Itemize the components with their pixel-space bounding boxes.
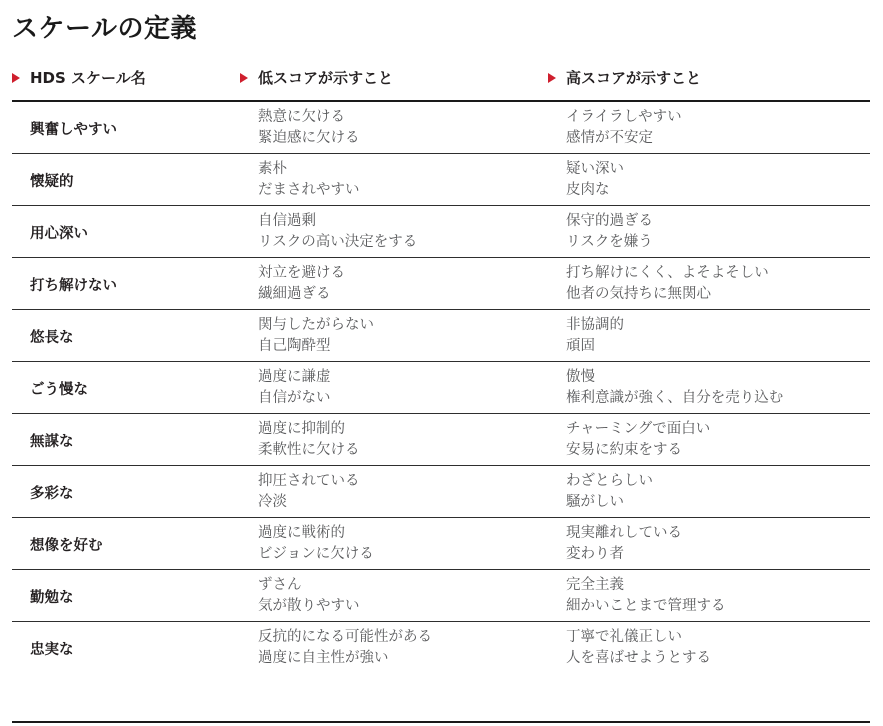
low-score-line-1: 関与したがらない — [258, 317, 374, 333]
low-score-line-1: 熱意に欠ける — [258, 109, 345, 125]
scale-name-cell: 懐疑的 — [30, 173, 74, 190]
red-triangle-icon — [12, 73, 20, 83]
table-row — [12, 518, 870, 570]
red-triangle-icon — [240, 73, 248, 83]
high-score-cell — [548, 159, 870, 201]
header-scale-name-label: HDS スケール名 — [30, 69, 146, 87]
high-score-cell — [548, 263, 870, 305]
low-score-line-1: 過度に抑制的 — [258, 421, 345, 437]
header-high-score-label: 高スコアが示すこと — [566, 69, 702, 87]
high-score-line-2: 人を喜ばせようとする — [566, 650, 711, 666]
high-score-cell — [548, 471, 870, 513]
low-score-cell — [240, 471, 548, 513]
low-score-line-2: 自己陶酔型 — [258, 338, 331, 354]
low-score-cell — [240, 211, 548, 253]
high-score-line-2: 変わり者 — [566, 546, 624, 562]
scale-name-cell: 用心深い — [30, 225, 88, 242]
low-score-line-1: 過度に戦術的 — [258, 525, 345, 541]
high-score-line-1: わざとらしい — [566, 473, 653, 489]
header-low-score — [240, 67, 548, 88]
scale-definition-table — [12, 67, 870, 723]
low-score-line-1: 抑圧されている — [258, 473, 360, 489]
table-row — [12, 310, 870, 362]
low-score-line-1: 素朴 — [258, 161, 287, 177]
high-score-line-1: 丁寧で礼儀正しい — [566, 629, 682, 645]
table-row — [12, 258, 870, 310]
low-score-line-2: リスクの高い決定をする — [258, 234, 418, 250]
low-score-cell — [240, 107, 548, 149]
low-score-line-2: ビジョンに欠ける — [258, 546, 374, 562]
low-score-line-2: 冷淡 — [258, 494, 287, 510]
scale-name-cell: 無謀な — [30, 433, 74, 450]
high-score-line-2: 他者の気持ちに無関心 — [566, 286, 711, 302]
scale-name-cell: 忠実な — [30, 641, 74, 658]
high-score-cell — [548, 419, 870, 461]
low-score-cell — [240, 367, 548, 409]
high-score-cell — [548, 367, 870, 409]
high-score-line-2: 細かいことまで管理する — [566, 598, 726, 614]
red-triangle-icon — [548, 73, 556, 83]
low-score-line-1: 反抗的になる可能性がある — [258, 629, 432, 645]
table-row — [12, 622, 870, 721]
low-score-line-1: 過度に謙虚 — [258, 369, 331, 385]
table-row — [12, 206, 870, 258]
low-score-cell — [240, 575, 548, 617]
scale-name-cell: 勤勉な — [30, 589, 74, 606]
high-score-line-2: 安易に約束をする — [566, 442, 682, 458]
high-score-cell — [548, 315, 870, 357]
low-score-line-1: 対立を避ける — [258, 265, 345, 281]
table-row — [12, 466, 870, 518]
high-score-cell — [548, 575, 870, 617]
high-score-line-1: 保守的過ぎる — [566, 213, 653, 229]
table-row — [12, 362, 870, 414]
low-score-cell — [240, 159, 548, 201]
high-score-line-2: 皮肉な — [566, 182, 610, 198]
high-score-line-1: 非協調的 — [566, 317, 624, 333]
high-score-line-1: チャーミングで面白い — [566, 421, 711, 437]
table-row — [12, 570, 870, 622]
high-score-cell — [548, 523, 870, 565]
low-score-line-2: 過度に自主性が強い — [258, 650, 389, 666]
header-low-score-label: 低スコアが示すこと — [258, 69, 394, 87]
table-row — [12, 102, 870, 154]
low-score-line-1: 自信過剰 — [258, 213, 316, 229]
low-score-line-2: 気が散りやすい — [258, 598, 360, 614]
low-score-line-2: 自信がない — [258, 390, 331, 406]
table-row — [12, 414, 870, 466]
scale-name-cell: 多彩な — [30, 485, 74, 502]
high-score-line-2: 頑固 — [566, 338, 595, 354]
high-score-line-1: 完全主義 — [566, 577, 624, 593]
scale-name-cell: 興奮しやすい — [30, 121, 117, 138]
high-score-cell — [548, 627, 870, 669]
high-score-line-2: 感情が不安定 — [566, 130, 653, 146]
page-title: スケールの定義 — [12, 14, 197, 44]
high-score-cell — [548, 107, 870, 149]
header-high-score — [548, 67, 870, 88]
high-score-line-2: 権利意識が強く、自分を売り込む — [566, 390, 784, 406]
scale-name-cell: 悠長な — [30, 329, 74, 346]
low-score-cell — [240, 263, 548, 305]
low-score-line-2: 繊細過ぎる — [258, 286, 331, 302]
table-row — [12, 154, 870, 206]
low-score-cell — [240, 523, 548, 565]
high-score-line-1: 打ち解けにくく、よそよそしい — [566, 265, 769, 281]
high-score-line-2: 騒がしい — [566, 494, 624, 510]
high-score-line-1: イライラしやすい — [566, 109, 682, 125]
scale-name-cell: ごう慢な — [30, 381, 88, 398]
scale-name-cell: 打ち解けない — [30, 277, 117, 294]
low-score-cell — [240, 315, 548, 357]
high-score-line-1: 現実離れしている — [566, 525, 682, 541]
high-score-line-1: 傲慢 — [566, 369, 595, 385]
table-header-row — [12, 67, 870, 102]
low-score-line-2: 柔軟性に欠ける — [258, 442, 360, 458]
low-score-line-2: だまされやすい — [258, 182, 360, 198]
high-score-line-1: 疑い深い — [566, 161, 624, 177]
low-score-cell — [240, 627, 548, 669]
high-score-cell — [548, 211, 870, 253]
header-scale-name — [12, 67, 240, 88]
scale-name-cell: 想像を好む — [30, 537, 103, 554]
low-score-line-2: 緊迫感に欠ける — [258, 130, 360, 146]
high-score-line-2: リスクを嫌う — [566, 234, 653, 250]
low-score-line-1: ずさん — [258, 577, 302, 593]
table-body — [12, 102, 870, 723]
low-score-cell — [240, 419, 548, 461]
